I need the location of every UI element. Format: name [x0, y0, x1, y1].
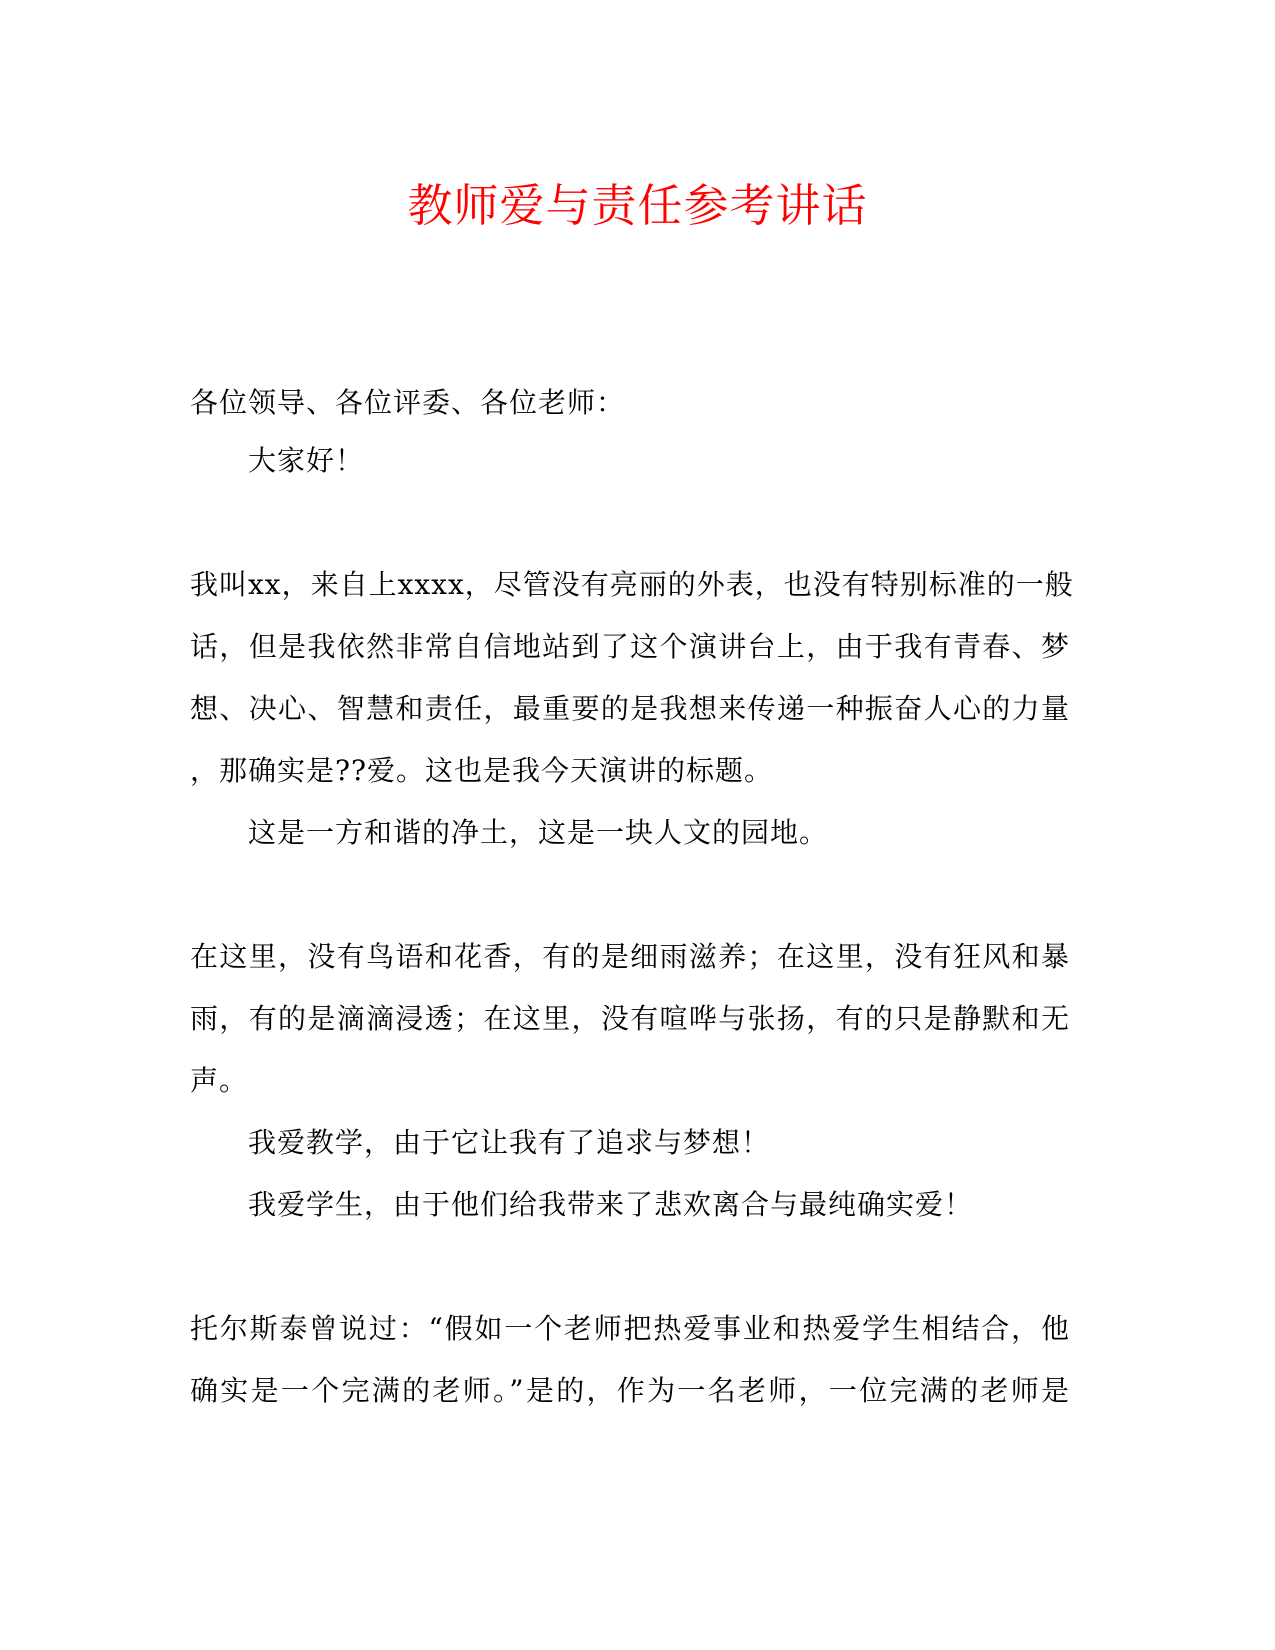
paragraph-line: ，那确实是??爱。这也是我今天演讲的标题。: [190, 754, 774, 787]
paragraph-line: 托尔斯泰曾说过：“假如一个老师把热爱事业和热爱学生相结合，他: [190, 1312, 1070, 1345]
paragraph-line: 在这里，没有鸟语和花香，有的是细雨滋养；在这里，没有狂风和暴: [190, 940, 1070, 973]
paragraph-line: 声。: [190, 1064, 249, 1097]
salutation-line: 各位领导、各位评委、各位老师：: [190, 386, 626, 419]
document-title: 教师爱与责任参考讲话: [407, 179, 868, 232]
paragraph-line: 我叫xx，来自上xxxx，尽管没有亮丽的外表，也没有特别标准的一般: [190, 568, 1074, 601]
paragraph-line: 话，但是我依然非常自信地站到了这个演讲台上，由于我有青春、梦: [190, 630, 1070, 663]
paragraph-line: 我爱教学，由于它让我有了追求与梦想！: [248, 1126, 771, 1159]
greeting-line: 大家好！: [248, 444, 365, 477]
paragraph-line: 这是一方和谐的净土，这是一块人文的园地。: [248, 816, 829, 849]
paragraph-line: 想、决心、智慧和责任，最重要的是我想来传递一种振奋人心的力量: [190, 692, 1070, 725]
paragraph-line: 雨，有的是滴滴浸透；在这里，没有喧哗与张扬，有的只是静默和无: [190, 1002, 1070, 1035]
paragraph-line: 我爱学生，由于他们给我带来了悲欢离合与最纯确实爱！: [248, 1188, 974, 1221]
paragraph-line: 确实是一个完满的老师。”是的，作为一名老师，一位完满的老师是: [190, 1374, 1070, 1407]
